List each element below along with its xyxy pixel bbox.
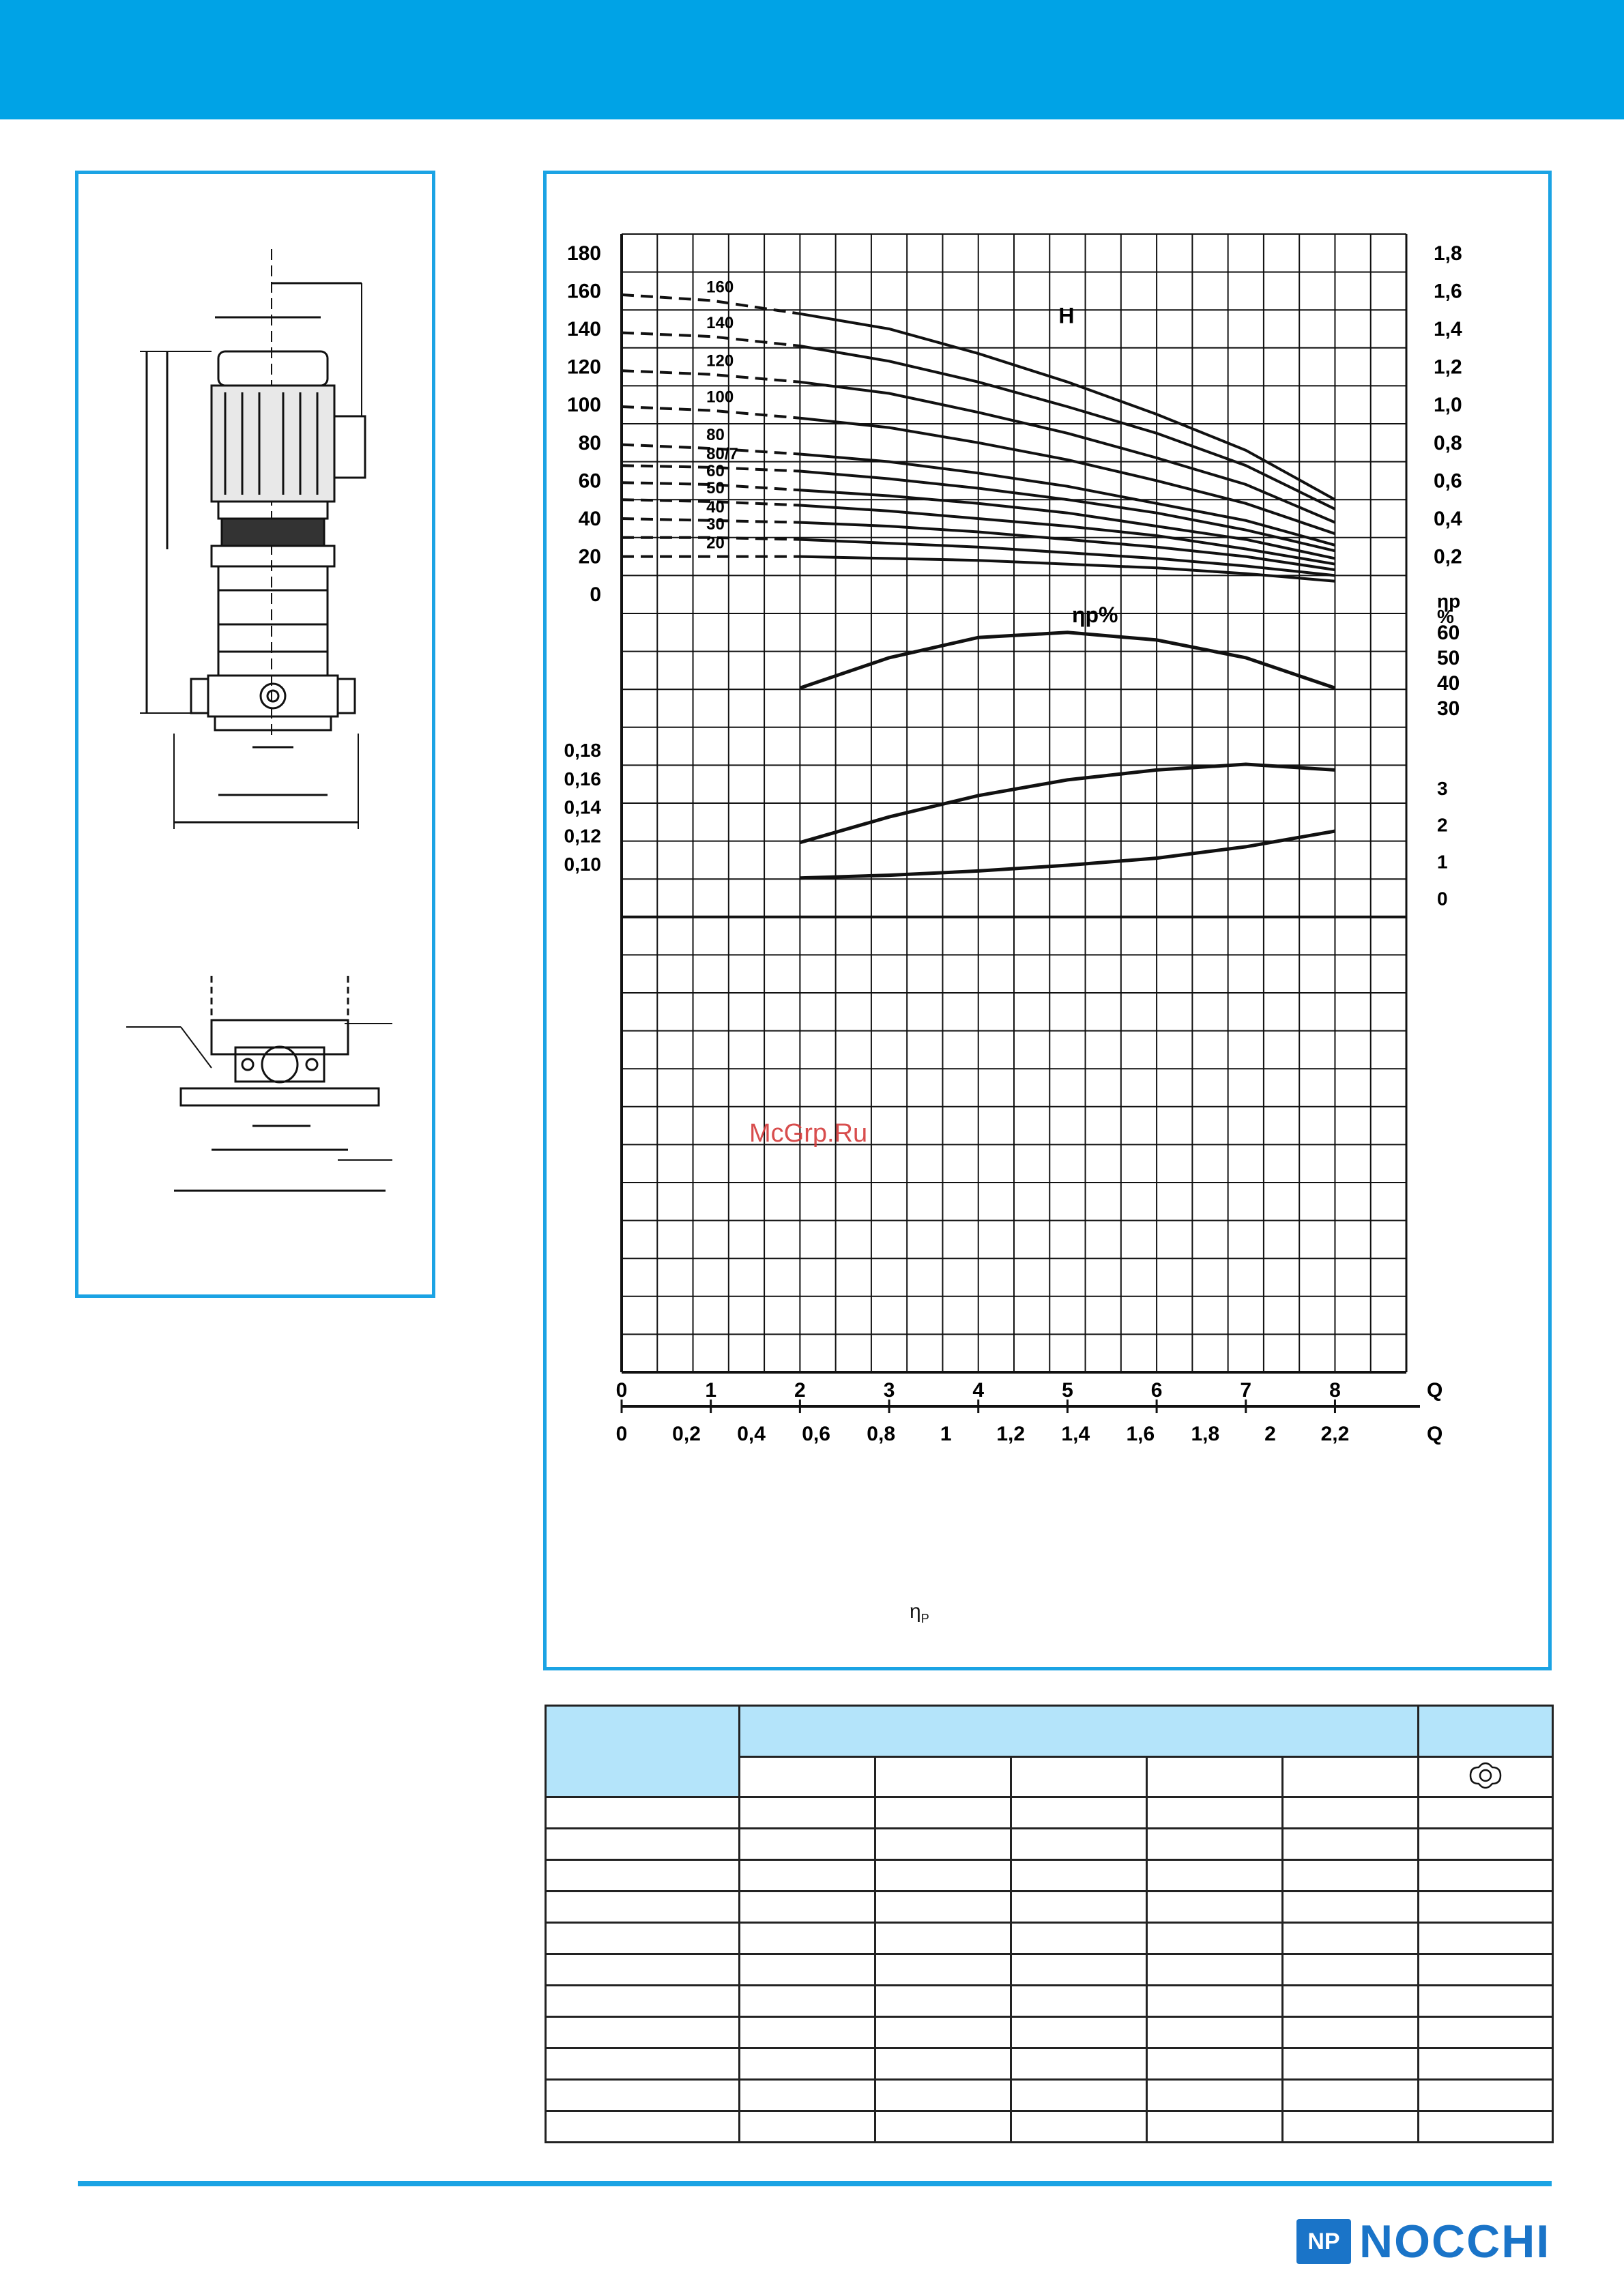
logo-text: NOCCHI — [1359, 2216, 1551, 2267]
flange-cell — [1419, 1757, 1553, 1797]
y-tick-head-right: 1,2 — [1434, 356, 1462, 379]
curve-label-80: 80 — [706, 426, 725, 445]
head-curve-40 — [800, 523, 1335, 570]
table-header-model — [546, 1706, 740, 1797]
performance-chart-panel — [543, 171, 1552, 1670]
x-tick-1: 3 — [883, 1379, 895, 1402]
top-color-band — [0, 0, 1624, 119]
y-tick-head-right: 1,6 — [1434, 280, 1462, 303]
curve-label-80/7: 80/7 — [706, 444, 738, 463]
head-label: H — [1058, 303, 1075, 328]
x-tick-2: 1,4 — [1061, 1423, 1090, 1445]
y-tick-power: 0,10 — [564, 853, 601, 875]
pump-dimension-drawing — [78, 174, 432, 1294]
head-curve-dashed-140 — [622, 333, 800, 346]
curve-label-30: 30 — [706, 515, 725, 534]
x-tick-1: 4 — [972, 1379, 985, 1402]
y-tick-head-right: 1,4 — [1434, 318, 1462, 340]
eff-axis-label: ηp — [1437, 590, 1461, 612]
y-tick-head: 80 — [578, 431, 601, 454]
x-tick-2: 0,6 — [802, 1423, 830, 1445]
y-tick-head-right: 0,4 — [1434, 508, 1462, 530]
x-axis-1-label: Q — [1427, 1379, 1443, 1402]
watermark: McGrp.Ru — [749, 1119, 868, 1148]
table-row — [546, 1829, 1553, 1860]
y-tick-eff: 30 — [1437, 697, 1460, 720]
y-tick-power-right: 1 — [1437, 851, 1448, 873]
pump-drawing-panel — [75, 171, 435, 1298]
y-tick-head: 0 — [590, 583, 601, 607]
y-tick-head-right: 0,6 — [1434, 469, 1462, 493]
curve-label-140: 140 — [706, 314, 734, 333]
x-tick-1: 5 — [1062, 1379, 1073, 1402]
efficiency-curve — [800, 633, 1335, 689]
y-tick-head: 60 — [578, 469, 601, 493]
x-tick-1: 0 — [615, 1379, 628, 1402]
x-tick-1: 7 — [1240, 1379, 1252, 1402]
head-curve-120 — [800, 382, 1335, 523]
curve-label-40: 40 — [706, 497, 725, 517]
y-tick-head-right: 0,8 — [1434, 431, 1462, 454]
y-tick-power-right: 3 — [1437, 777, 1448, 799]
y-tick-power: 0,14 — [564, 796, 601, 818]
y-tick-power-right: 0 — [1437, 888, 1448, 910]
y-tick-head: 120 — [566, 356, 601, 379]
y-tick-eff: 60 — [1437, 621, 1460, 644]
x-axis-2-label: Q — [1427, 1423, 1443, 1445]
x-tick-2: 0,8 — [867, 1423, 896, 1445]
curve-label-100: 100 — [706, 388, 734, 407]
curve-label-50: 50 — [706, 478, 725, 497]
y-tick-head-right: 1,0 — [1434, 394, 1462, 417]
y-tick-head: 100 — [566, 394, 601, 417]
x-tick-2: 2 — [1264, 1423, 1276, 1445]
y-tick-head: 40 — [578, 508, 601, 530]
eta-caption: $\eta_P$ — [910, 1600, 929, 1625]
x-tick-2: 0,4 — [737, 1423, 766, 1445]
table-row — [546, 1986, 1553, 2017]
spec-table — [545, 1705, 1554, 2143]
x-tick-2: 1,8 — [1191, 1423, 1220, 1445]
table-header-group — [740, 1706, 1419, 1757]
x-tick-1: 1 — [705, 1379, 717, 1402]
y-tick-head: 20 — [578, 545, 601, 568]
curve-label-120: 120 — [706, 351, 734, 371]
table-row — [546, 1797, 1553, 1829]
y-tick-head-right: 1,8 — [1434, 242, 1462, 265]
head-curve-20 — [800, 557, 1335, 581]
table-header-row — [546, 1706, 1553, 1757]
x-tick-2: 1,2 — [996, 1423, 1026, 1445]
x-tick-2: 2,2 — [1320, 1423, 1350, 1445]
table-row — [546, 2048, 1553, 2080]
x-tick-2: 0,2 — [672, 1423, 701, 1445]
efficiency-label: ηp% — [1071, 602, 1118, 627]
performance-chart — [547, 174, 1548, 1667]
y-tick-head: 180 — [566, 242, 601, 265]
x-tick-2: 0 — [615, 1423, 628, 1445]
head-curve-dashed-100 — [622, 407, 800, 418]
y-tick-head-right: 0,2 — [1434, 545, 1462, 568]
table-row — [546, 1954, 1553, 1986]
table-row — [546, 2080, 1553, 2111]
power-curve-lower — [800, 831, 1335, 878]
x-tick-2: 1,6 — [1126, 1423, 1155, 1445]
footer-line — [78, 2181, 1552, 2186]
y-tick-power: 0,16 — [564, 768, 601, 789]
head-curve-100 — [800, 418, 1335, 534]
table-row — [546, 2111, 1553, 2143]
y-tick-eff: 50 — [1437, 646, 1460, 669]
y-tick-head: 140 — [566, 318, 601, 340]
y-tick-head: 160 — [566, 280, 601, 303]
curve-label-60: 60 — [706, 461, 725, 480]
head-curve-dashed-160 — [622, 295, 800, 314]
x-tick-1: 8 — [1329, 1379, 1341, 1402]
eff-axis-unit: % — [1437, 605, 1454, 627]
curve-label-20: 20 — [706, 534, 725, 553]
curve-label-160: 160 — [706, 278, 734, 297]
head-curve-dashed-120 — [622, 371, 800, 382]
x-tick-1: 6 — [1150, 1379, 1163, 1402]
table-row — [546, 1892, 1553, 1923]
nocchi-logo — [1296, 2214, 1550, 2269]
table-header-connection — [1419, 1706, 1553, 1757]
y-tick-power-right: 2 — [1437, 814, 1448, 836]
table-row — [546, 2017, 1553, 2048]
x-tick-2: 1 — [940, 1423, 952, 1445]
table-row — [546, 1860, 1553, 1892]
y-tick-power: 0,18 — [564, 740, 601, 762]
x-tick-1: 2 — [794, 1379, 806, 1402]
y-tick-power: 0,12 — [564, 825, 601, 847]
logo-mark: NP — [1296, 2219, 1351, 2264]
oval-flange-icon — [1465, 1762, 1506, 1789]
y-tick-eff: 40 — [1437, 671, 1460, 695]
table-row — [546, 1923, 1553, 1954]
